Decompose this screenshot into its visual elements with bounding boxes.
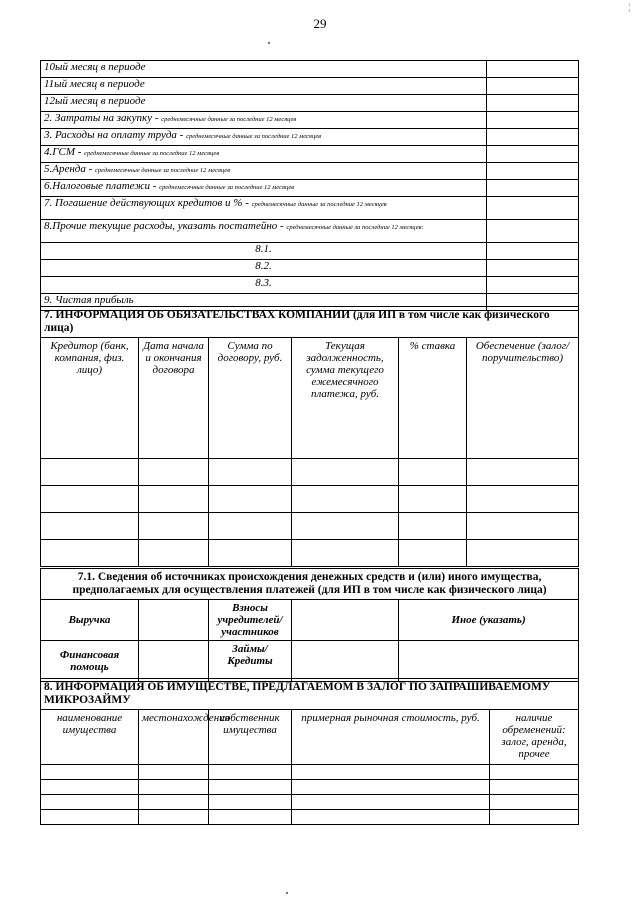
row-note: среднемесячные данные за последние 12 месяцев (161, 116, 297, 123)
input-cell[interactable] (139, 810, 209, 825)
row-label (41, 129, 487, 146)
col-creditor: Кредитор (банк, компания, физ. лицо) (41, 338, 139, 459)
input-cell[interactable] (139, 600, 209, 641)
row-label-text: 5.Аренда - (44, 163, 96, 175)
input-cell[interactable] (209, 486, 292, 513)
section-title-row (41, 307, 579, 338)
input-cell[interactable] (292, 780, 490, 795)
row-label: 10ый месяц в периоде (41, 61, 487, 78)
input-cell[interactable] (41, 765, 139, 780)
input-cell[interactable] (490, 810, 579, 825)
value-cell[interactable] (487, 129, 579, 146)
row-label (41, 163, 487, 180)
value-cell[interactable] (487, 78, 579, 95)
input-cell[interactable] (209, 540, 292, 567)
contributions-label: Взносы учредителей/ участников (209, 600, 292, 641)
input-cell[interactable] (292, 810, 490, 825)
input-cell[interactable] (292, 641, 399, 682)
row-label (41, 146, 487, 163)
input-cell[interactable] (41, 513, 139, 540)
section8-title: 8. ИНФОРМАЦИЯ ОБ ИМУЩЕСТВЕ, ПРЕДЛАГАЕМОМ В ЗАЛОГ ПО ЗАПРАШИВАЕМОМУ МИКРОЗАЙМУ (41, 679, 579, 710)
table-row (41, 260, 579, 277)
value-cell[interactable] (487, 220, 579, 243)
table-row (41, 112, 579, 129)
row-label-text: 8.Прочие текущие расходы, указать постатейно - (44, 220, 287, 232)
row-note: среднемесячные данные за последние 12 месяцев (95, 167, 231, 174)
value-cell[interactable] (487, 163, 579, 180)
value-cell[interactable] (487, 180, 579, 197)
input-cell[interactable] (139, 765, 209, 780)
col-current-debt: Текущая задолженность, сумма текущего ежемесячного платежа, руб. (292, 338, 399, 459)
value-cell[interactable] (487, 146, 579, 163)
table-row (41, 163, 579, 180)
table-row (41, 765, 579, 780)
net-profit-label: 9. Чистая прибыль (41, 294, 487, 311)
income-expense-table (40, 60, 579, 311)
col-property-name: наименование имущества (41, 710, 139, 765)
value-cell[interactable] (487, 243, 579, 260)
table-row (41, 600, 579, 641)
input-cell[interactable] (139, 513, 209, 540)
input-cell[interactable] (292, 459, 399, 486)
other-label: Иное (указать) (399, 600, 579, 641)
sub-item-label: 8.3. (41, 277, 487, 294)
input-cell[interactable] (467, 513, 579, 540)
input-cell[interactable] (292, 513, 399, 540)
col-encumbrances: наличие обременений: залог, аренда, прочее (490, 710, 579, 765)
row-label (41, 197, 487, 220)
table-row (41, 180, 579, 197)
input-cell[interactable] (209, 513, 292, 540)
value-cell[interactable] (487, 260, 579, 277)
input-cell[interactable] (209, 795, 292, 810)
input-cell[interactable] (399, 513, 467, 540)
input-cell[interactable] (399, 540, 467, 567)
sub-item-label: 8.2. (41, 260, 487, 277)
input-cell[interactable] (41, 486, 139, 513)
col-market-value: примерная рыночная стоимость, руб. (292, 710, 490, 765)
col-location: местонахождения (139, 710, 209, 765)
input-cell[interactable] (467, 486, 579, 513)
funding-sources-table (40, 568, 579, 682)
table-row (41, 459, 579, 486)
sub-item-label: 8.1. (41, 243, 487, 260)
input-cell[interactable] (41, 459, 139, 486)
input-cell[interactable] (292, 486, 399, 513)
financial-aid-label: Финансовая помощь (41, 641, 139, 682)
corner-mark: ¦ (628, 2, 630, 12)
input-cell[interactable] (399, 459, 467, 486)
input-cell[interactable] (490, 795, 579, 810)
input-cell[interactable] (399, 486, 467, 513)
table-row (41, 513, 579, 540)
col-contract-dates: Дата начала и окончания договора (139, 338, 209, 459)
row-note: среднемесячные данные за последние 12 месяцев (159, 184, 295, 191)
col-collateral: Обеспечение (залог/поручительство) (467, 338, 579, 459)
table-row (41, 780, 579, 795)
input-cell[interactable] (41, 810, 139, 825)
col-contract-sum: Сумма по договору, руб. (209, 338, 292, 459)
input-cell[interactable] (467, 540, 579, 567)
input-cell[interactable] (139, 795, 209, 810)
input-cell[interactable] (41, 540, 139, 567)
input-cell[interactable] (139, 486, 209, 513)
table-row (41, 61, 579, 78)
value-cell[interactable] (487, 277, 579, 294)
section-title-row (41, 679, 579, 710)
table-row (41, 129, 579, 146)
row-label-text: 2. Затраты на закупку - (44, 112, 162, 124)
collateral-property-table (40, 678, 579, 825)
row-label: 11ый месяц в периоде (41, 78, 487, 95)
input-cell[interactable] (292, 540, 399, 567)
row-label (41, 112, 487, 129)
table-row (41, 197, 579, 220)
input-cell[interactable] (467, 459, 579, 486)
table-row (41, 277, 579, 294)
table-row (41, 795, 579, 810)
input-cell[interactable] (41, 795, 139, 810)
value-cell[interactable] (487, 112, 579, 129)
obligations-table (40, 306, 579, 567)
table-row (41, 243, 579, 260)
column-header-row (41, 338, 579, 459)
input-cell[interactable] (399, 641, 579, 682)
value-cell[interactable] (487, 197, 579, 220)
value-cell[interactable] (487, 61, 579, 78)
table-row (41, 486, 579, 513)
input-cell[interactable] (292, 600, 399, 641)
row-note: среднемесячные данные за последние 12 месяцев: (286, 224, 424, 231)
row-label: 12ый месяц в периоде (41, 95, 487, 112)
row-label (41, 220, 487, 243)
revenue-label: Выручка (41, 600, 139, 641)
row-label (41, 180, 487, 197)
table-row (41, 78, 579, 95)
row-label-text: 6.Налоговые платежи - (44, 180, 160, 192)
row-label-text: 4.ГСМ - (44, 146, 85, 158)
section-title-row (41, 569, 579, 600)
input-cell[interactable] (41, 780, 139, 795)
section71-title: 7.1. Сведения об источниках происхождения денежных средств и (или) иного имущества, предполагаемых для осуществления платежей (для ИП в том числе как физического лица) (41, 569, 579, 600)
scan-speck (268, 42, 270, 44)
page-number: 29 (313, 16, 327, 31)
col-rate: % ставка (399, 338, 467, 459)
input-cell[interactable] (490, 780, 579, 795)
input-cell[interactable] (292, 795, 490, 810)
input-cell[interactable] (209, 765, 292, 780)
input-cell[interactable] (139, 459, 209, 486)
input-cell[interactable] (292, 765, 490, 780)
row-note: среднемесячные данные за последние 12 месяцев (186, 133, 322, 140)
table-row (41, 540, 579, 567)
input-cell[interactable] (209, 459, 292, 486)
input-cell[interactable] (490, 765, 579, 780)
input-cell[interactable] (139, 540, 209, 567)
column-header-row (41, 710, 579, 765)
section7-title: 7. ИНФОРМАЦИЯ ОБ ОБЯЗАТЕЛЬСТВАХ КОМПАНИИ (для ИП в том числе как физического лица) (41, 307, 579, 338)
row-note: среднемесячные данные за последние 12 месяцев (251, 201, 387, 208)
row-note: среднемесячные данные за последние 12 месяцев (84, 150, 220, 157)
input-cell[interactable] (209, 780, 292, 795)
row-label-text: 3. Расходы на оплату труда - (44, 129, 187, 141)
table-row (41, 95, 579, 112)
table-row (41, 146, 579, 163)
table-row (41, 641, 579, 682)
table-row (41, 810, 579, 825)
table-row (41, 220, 579, 243)
input-cell[interactable] (209, 810, 292, 825)
scan-speck (286, 892, 288, 894)
row-label-text: 7. Погашение действующих кредитов и % - (44, 197, 252, 209)
loans-label: Займы/Кредиты (209, 641, 292, 682)
col-owner: собственник имущества (209, 710, 292, 765)
input-cell[interactable] (139, 780, 209, 795)
value-cell[interactable] (487, 95, 579, 112)
input-cell[interactable] (139, 641, 209, 682)
